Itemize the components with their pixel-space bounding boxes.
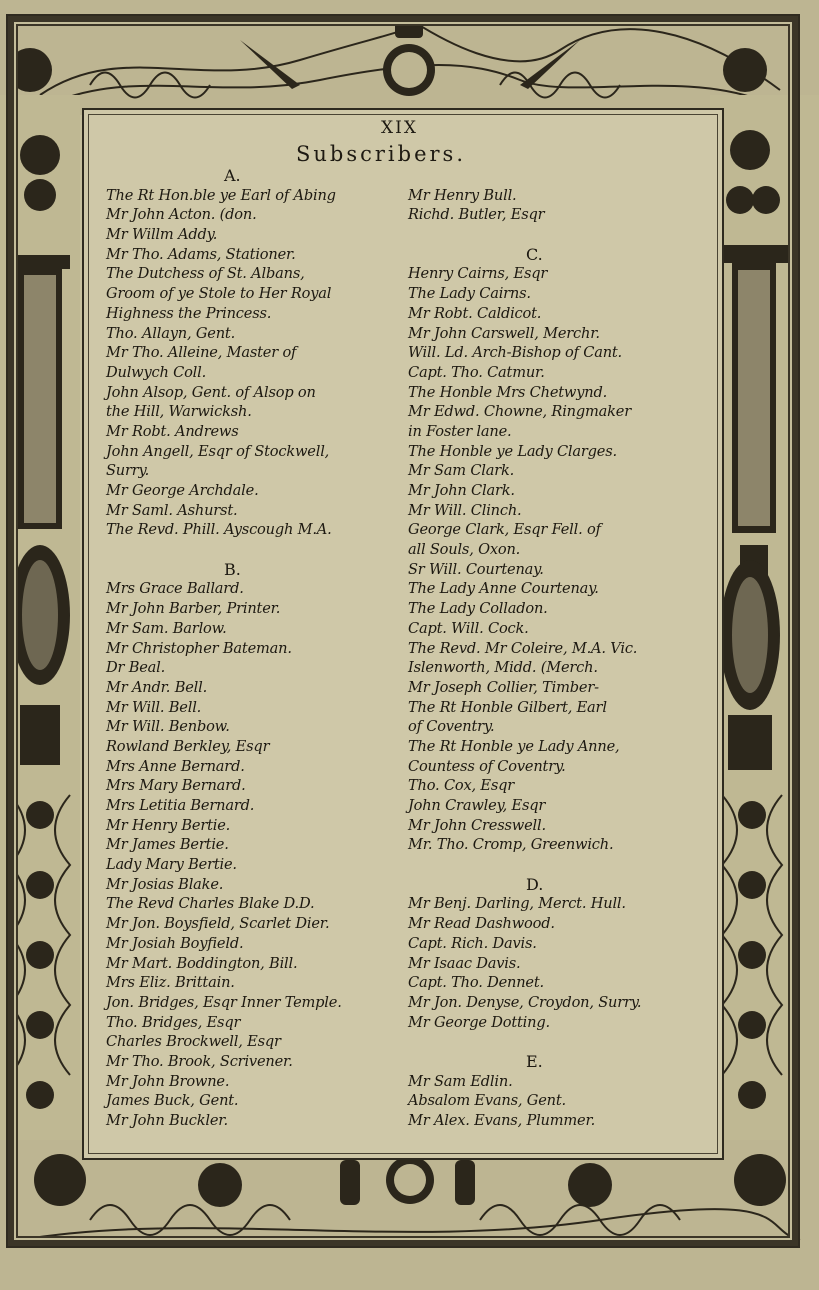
subscriber-entry: Mr Alex. Evans, Plummer. [408,1112,596,1129]
subscriber-entry: The Rt Honble ye Lady Anne, [408,737,620,755]
subscriber-entry: Mr James Bertie. [106,836,229,854]
subscriber-entry: Mr John Clark. [408,482,515,499]
subscriber-entry: Countess of Coventry. [408,757,566,775]
subscriber-entry: Mr Tho. Adams, Stationer. [106,245,296,263]
subscriber-entry: Mr Will. Bell. [106,698,202,716]
subscriber-entry: Absalom Evans, Gent. [408,1092,566,1110]
subscriber-entry: Mr Isaac Davis. [408,954,521,972]
subscriber-entry: Mr John Browne. [106,1072,230,1090]
subscriber-entry: Mr Read Dashwood. [408,915,555,933]
subscriber-entry: Highness the Princess. [106,304,272,322]
subscriber-entry: Islenworth, Midd. (Merch. [408,659,598,677]
page-heading: Subscribers. [296,142,467,166]
subscriber-entry: Tho. Cox, Esqr [408,777,515,795]
subscriber-entry: Capt. Tho. Dennet. [408,974,544,992]
subscriber-entry: Mr John Barber, Printer. [106,600,281,618]
subscriber-entry: Sr Will. Courtenay. [408,560,544,578]
subscriber-entry: Mr Tho. Brook, Scrivener. [106,1052,293,1070]
subscriber-entry: John Crawley, Esqr [408,797,546,814]
subscriber-entry: John Angell, Esqr of Stockwell, [106,442,330,460]
subscriber-entry: Mr John Carswell, Merchr. [408,324,600,342]
subscriber-entry: Mrs Grace Ballard. [106,580,244,598]
subscriber-entry: Mr George Dotting. [408,1013,550,1031]
subscriber-entry: Mr Robt. Andrews [106,422,239,440]
subscriber-entry: Mr Benj. Darling, Merct. Hull. [408,895,626,913]
subscribers-left-column [106,166,402,1131]
section-letter: A. [224,166,241,185]
page-number: XIX [381,118,418,138]
subscriber-entry: Mr Josiah Boyfield. [106,934,244,952]
subscriber-entry: The Honble ye Lady Clarges. [408,442,617,460]
subscriber-entry: Lady Mary Bertie. [106,856,237,874]
subscriber-entry: The Rt Honble Gilbert, Earl [408,698,607,716]
subscriber-entry: Mr Edwd. Chowne, Ringmaker [408,403,632,421]
subscriber-entry: Mr Christopher Bateman. [106,639,292,657]
subscriber-entry: Mr Jon. Denyse, Croydon, Surry. [408,993,642,1011]
subscriber-entry: The Revd Charles Blake D.D. [106,895,315,913]
subscriber-entry: Groom of ye Stole to Her Royal [106,285,332,303]
subscriber-entry: The Revd. Phill. Ayscough M.A. [106,521,332,539]
subscriber-entry: Capt. Tho. Catmur. [408,363,545,381]
subscriber-entry: Richd. Butler, Esqr [408,206,545,224]
subscriber-entry: Mr Sam. Barlow. [106,619,227,637]
subscriber-entry: all Souls, Oxon. [408,541,521,559]
subscriber-entry: Dr Beal. [106,659,166,677]
subscriber-entry: Mr Josias Blake. [106,875,224,893]
subscriber-entry: Mr Robt. Caldicot. [408,304,542,322]
subscriber-entry: The Lady Anne Courtenay. [408,580,599,598]
section-letter: E. [526,1051,543,1071]
subscriber-entry: Mr Sam Edlin. [408,1072,513,1090]
subscriber-entry: Dulwych Coll. [106,363,207,381]
subscriber-entry: Will. Ld. Arch-Bishop of Cant. [408,344,622,362]
subscriber-entry: Mr John Buckler. [106,1112,228,1129]
section-spacer [408,1032,708,1052]
subscriber-entry: the Hill, Warwicksh. [106,403,252,421]
subscriber-entry: Mrs Anne Bernard. [106,757,245,775]
subscriber-entry: Mr. Tho. Cromp, Greenwich. [408,836,614,854]
section-letter: B. [224,559,241,579]
subscriber-entry: The Dutchess of St. Albans, [106,265,305,283]
subscriber-entry: Mr Willm Addy. [106,226,218,244]
subscriber-entry: The Lady Cairns. [408,285,531,303]
subscriber-entry: Mrs Eliz. Brittain. [106,974,235,992]
subscriber-entry: Mr Will. Benbow. [106,718,230,736]
subscriber-entry: Capt. Rich. Davis. [408,934,537,952]
subscribers-right-column [408,166,708,1131]
subscriber-entry: Jon. Bridges, Esqr Inner Temple. [106,993,342,1011]
subscriber-entry: Mr Henry Bertie. [106,816,231,834]
section-letter: C. [526,244,543,264]
subscriber-entry: Tho. Allayn, Gent. [106,324,236,342]
subscriber-entry: Mr John Acton. (don. [106,206,257,224]
subscriber-entry: Mr John Cresswell. [408,816,546,834]
subscriber-entry: Capt. Will. Cock. [408,619,529,637]
subscriber-entry: of Coventry. [408,718,495,736]
subscriber-entry: Mr Joseph Collier, Timber- [408,678,599,696]
subscriber-entry: Mr Andr. Bell. [106,678,208,696]
subscriber-entry: The Revd. Mr Coleire, M.A. Vic. [408,639,638,657]
subscriber-entry: Mr George Archdale. [106,482,259,499]
subscriber-entry: Henry Cairns, Esqr [408,265,548,283]
subscriber-entry: The Lady Colladon. [408,600,548,618]
section-spacer [408,166,708,186]
subscriber-entry: Mr Sam Clark. [408,462,515,480]
subscriber-entry: Mrs Mary Bernard. [106,777,246,795]
subscriber-entry: in Foster lane. [408,422,512,440]
subscriber-entry: The Honble Mrs Chetwynd. [408,383,608,401]
section-spacer [106,540,402,560]
subscriber-entry: Surry. [106,462,150,480]
subscriber-entry: Charles Brockwell, Esqr [106,1033,281,1051]
subscriber-entry: Mr Will. Clinch. [408,501,522,519]
subscriber-entry: Mrs Letitia Bernard. [106,797,255,814]
subscriber-entry: Tho. Bridges, Esqr [106,1013,241,1031]
subscriber-entry: Rowland Berkley, Esqr [106,737,270,755]
subscriber-entry: Mr Saml. Ashurst. [106,501,238,519]
subscriber-entry: James Buck, Gent. [106,1092,239,1110]
subscriber-entry: Mr Henry Bull. [408,186,517,204]
section-spacer [408,855,708,875]
subscriber-entry: Mr Jon. Boysfield, Scarlet Dier. [106,915,330,933]
subscriber-entry: Mr Tho. Alleine, Master of [106,344,297,362]
subscriber-entry: The Rt Hon.ble ye Earl of Abing [106,186,336,204]
section-letter: D. [526,874,544,894]
subscriber-entry: Mr Mart. Boddington, Bill. [106,954,298,972]
subscriber-entry: George Clark, Esqr Fell. of [408,521,601,539]
section-spacer [408,225,708,245]
subscriber-entry: John Alsop, Gent. of Alsop on [106,383,316,401]
